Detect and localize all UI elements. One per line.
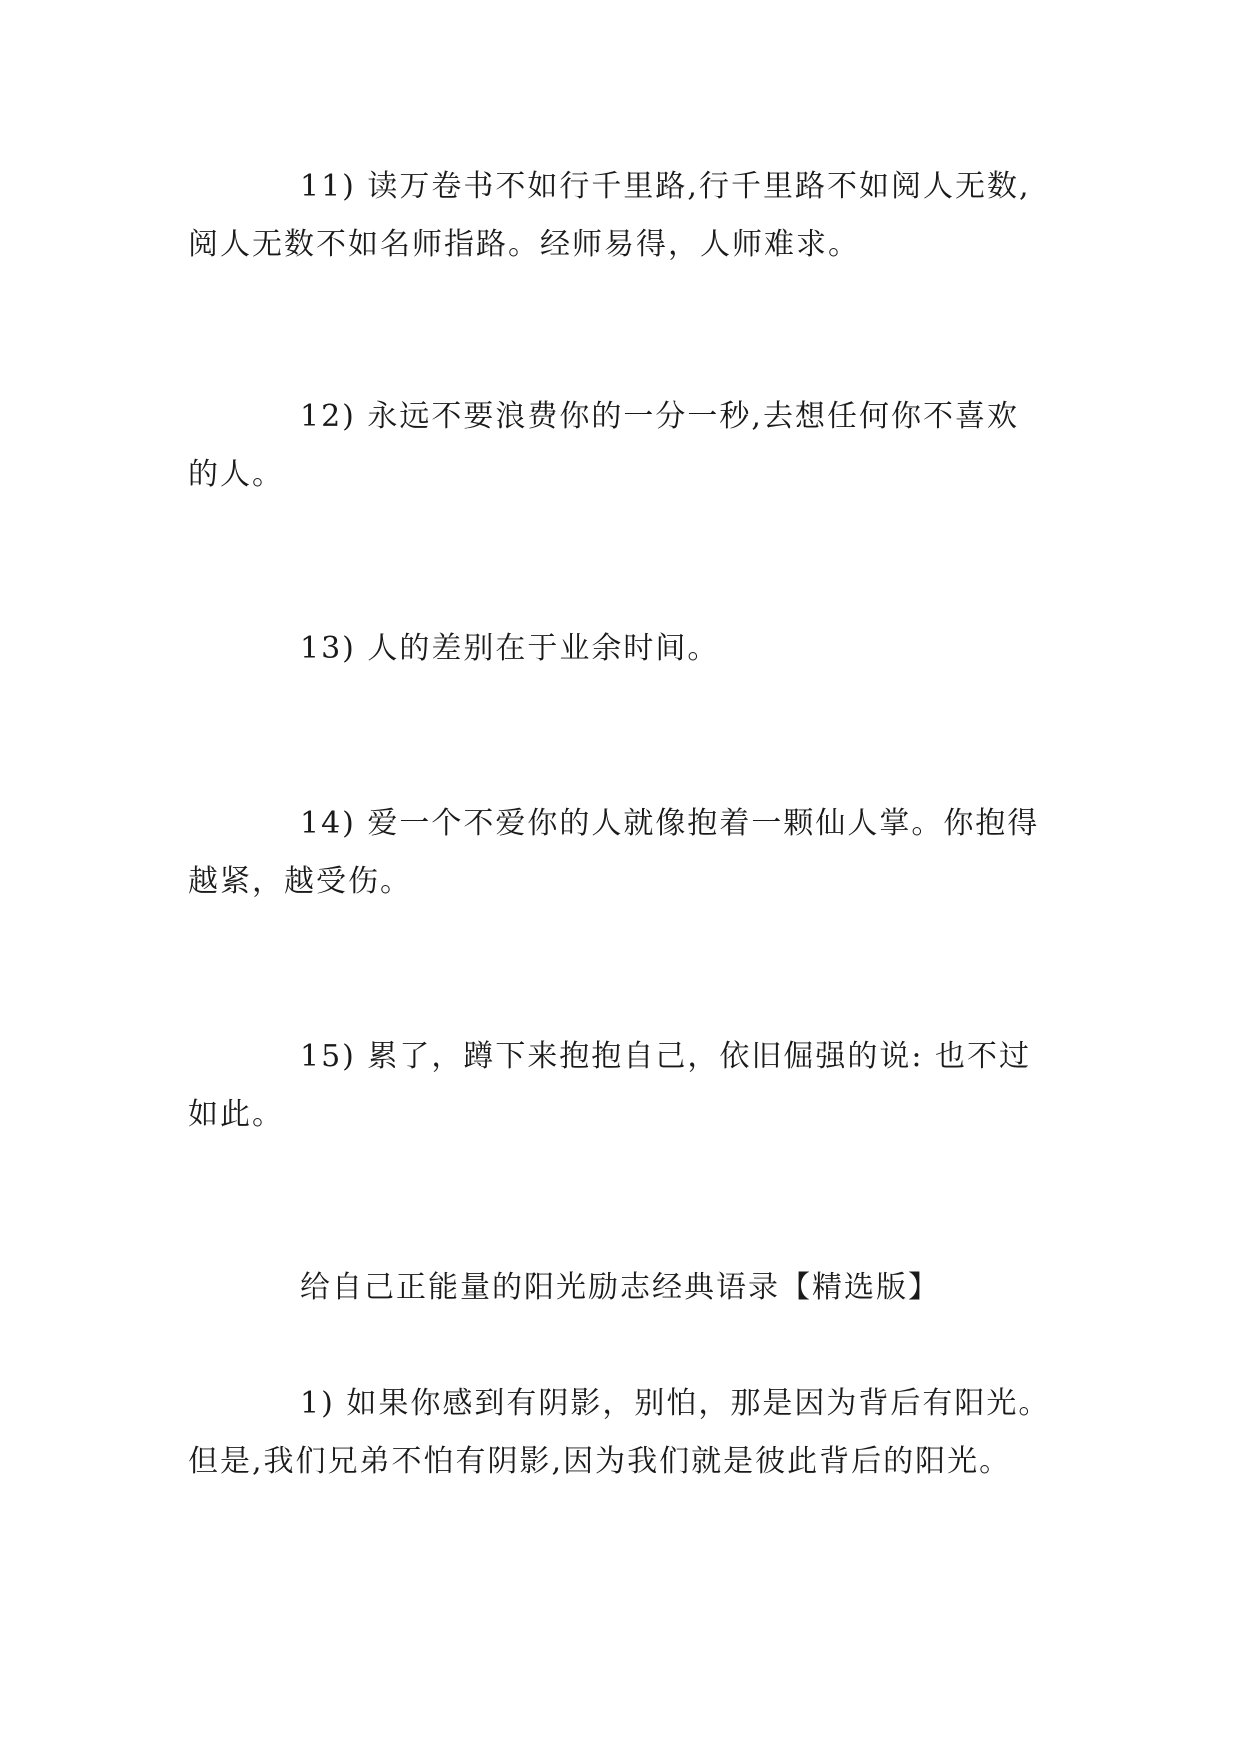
quote-line: 15) 累了，蹲下来抱抱自己，依旧倔强的说: 也不过 xyxy=(300,1039,1032,1074)
section-quote-paragraph-1 xyxy=(188,1375,1088,1491)
quote-line: 的人。 xyxy=(188,457,284,492)
quote-paragraph-12 xyxy=(188,388,1088,504)
quote-paragraph-13 xyxy=(188,620,1088,678)
quote-line: 越紧，越受伤。 xyxy=(188,864,412,899)
quote-line: 14) 爱一个不爱你的人就像抱着一颗仙人掌。你抱得 xyxy=(300,806,1040,841)
quote-paragraph-11 xyxy=(188,158,1088,274)
section-heading: 给自己正能量的阳光励志经典语录【精选版】 xyxy=(300,1270,940,1305)
quote-paragraph-14 xyxy=(188,795,1088,911)
quote-line: 如此。 xyxy=(188,1097,284,1132)
quote-line: 但是,我们兄弟不怕有阴影,因为我们就是彼此背后的阳光。 xyxy=(188,1444,1012,1479)
quote-line: 12) 永远不要浪费你的一分一秒,去想任何你不喜欢 xyxy=(300,399,1019,434)
quote-line: 11) 读万卷书不如行千里路,行千里路不如阅人无数, xyxy=(300,169,1031,204)
quote-line: 1) 如果你感到有阴影，别怕，那是因为背后有阳光。 xyxy=(300,1386,1051,1421)
quote-line: 阅人无数不如名师指路。经师易得，人师难求。 xyxy=(188,227,860,262)
quote-line: 13) 人的差别在于业余时间。 xyxy=(300,631,720,666)
quote-paragraph-15 xyxy=(188,1028,1088,1144)
